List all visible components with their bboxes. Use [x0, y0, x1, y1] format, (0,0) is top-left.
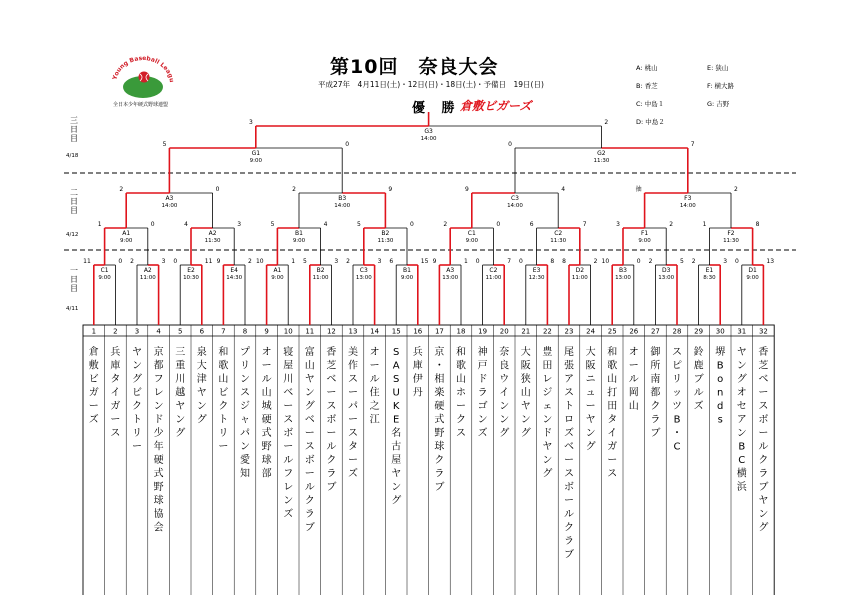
score-left: 抽 [635, 186, 642, 193]
score-right: 5 [680, 258, 684, 265]
match-id: D2 [575, 267, 585, 274]
score-right: 3 [334, 258, 339, 265]
match-time: 13:00 [658, 275, 675, 281]
match-time: 14:00 [507, 203, 523, 209]
team-name: 兵庫タイガース [110, 346, 121, 439]
team-number: 9 [264, 327, 269, 336]
score-right: 0 [118, 258, 123, 265]
team-name: スピリッツ B ・ C [672, 346, 682, 453]
day-date: 4/12 [66, 232, 79, 238]
match-time: 11:30 [723, 238, 739, 244]
team-number: 22 [542, 327, 552, 336]
match-id: C1 [467, 230, 476, 237]
score-right: 0 [496, 221, 501, 228]
day-label: 一 日 目 [70, 266, 78, 293]
score-left: 0 [475, 258, 480, 265]
match-time: 14:00 [679, 203, 696, 209]
venue-code: C: [636, 100, 643, 108]
score-right: 0 [150, 221, 155, 228]
match-time: 14:00 [420, 136, 437, 142]
team-number: 8 [242, 327, 248, 336]
score-left: 3 [248, 119, 253, 126]
score-right: 4 [561, 186, 566, 193]
score-right: 2 [734, 186, 738, 193]
team-name: プリンスジャパン愛知 [240, 346, 250, 480]
match-id: B1 [295, 230, 303, 237]
team-number: 29 [694, 327, 704, 336]
score-right: 7 [582, 221, 587, 228]
score-left: 0 [734, 258, 739, 265]
match-id: A2 [143, 267, 152, 274]
team-number: 17 [434, 327, 444, 336]
venue-code: D: [636, 118, 644, 126]
venue-code: G: [707, 100, 715, 108]
match-time: 13:00 [355, 275, 372, 281]
match-id: A3 [446, 267, 455, 274]
score-left: 4 [184, 221, 188, 228]
team-name: 美作スーパースターズ [348, 346, 358, 480]
score-right: 11 [204, 258, 213, 265]
team-name: 三重川越ヤング [175, 346, 186, 439]
score-left: 0 [518, 258, 523, 265]
team-name: 豊田レジェンドヤング [542, 346, 553, 480]
score-left: 0 [508, 141, 512, 148]
venue-name: 中島２ [643, 118, 665, 126]
match-id: G1 [251, 150, 261, 157]
team-name: オール岡山 [628, 346, 639, 412]
score-right: 1 [291, 258, 296, 265]
team-name: 香芝ベースボールクラブヤング [758, 346, 769, 534]
score-right: 2 [669, 221, 674, 228]
match-id: C3 [510, 195, 520, 202]
match-id: A3 [165, 195, 174, 202]
tournament-dates: 平成27年 4月11日(土)・12日(日)・18日(土)・予備日 19日(日) [318, 80, 544, 89]
match-time: 9:00 [249, 158, 262, 164]
score-left: 5 [162, 141, 167, 148]
team-name: オール住之江 [369, 346, 380, 426]
score-left: 2 [648, 258, 653, 265]
score-right: 0 [215, 186, 220, 193]
match-id: B3 [338, 195, 347, 202]
match-time: 11:30 [377, 238, 394, 244]
team-number: 24 [586, 327, 596, 336]
team-name: 和歌山ビクトリー [218, 346, 229, 453]
match-time: 13:00 [615, 275, 631, 281]
match-time: 8:30 [703, 275, 716, 281]
match-id: E2 [187, 267, 195, 274]
team-name: 大阪狭山ヤング [520, 346, 531, 439]
match-time: 9:00 [465, 238, 478, 244]
match-time: 13:00 [442, 275, 459, 281]
team-name: 和歌山打田タイガース [607, 346, 618, 480]
score-right: 0 [410, 221, 414, 228]
team-name: 香芝ベースボールクラブ [326, 346, 337, 493]
score-right: 0 [636, 258, 641, 265]
match-id: A1 [122, 230, 131, 237]
score-left: 10 [601, 258, 610, 265]
score-right: 7 [690, 141, 695, 148]
match-id: A1 [273, 267, 282, 274]
score-right: 1 [464, 258, 468, 265]
match-time: 9:00 [98, 275, 111, 281]
score-left: 8 [562, 258, 566, 265]
score-left: 9 [432, 258, 437, 265]
score-right: 9 [388, 186, 393, 193]
team-name: 泉大津ヤング [196, 346, 207, 426]
match-id: D3 [661, 267, 671, 274]
team-name: 兵庫伊丹 [412, 346, 423, 399]
venue-name: 狭山 [713, 64, 729, 72]
team-number: 18 [456, 327, 466, 336]
match-id: F1 [640, 230, 649, 237]
team-number: 27 [650, 327, 660, 336]
team-number: 2 [113, 327, 118, 336]
venue-name: 中島１ [642, 100, 665, 108]
page-title: 第10回 奈良大会 [330, 56, 499, 78]
match-time: 9:00 [120, 238, 133, 244]
match-id: A2 [208, 230, 217, 237]
team-number: 25 [607, 327, 617, 336]
score-left: 5 [302, 258, 307, 265]
venue-code: B: [636, 82, 643, 90]
match-time: 11:00 [139, 275, 156, 281]
score-right: 8 [550, 258, 555, 265]
match-id: D1 [748, 267, 757, 274]
match-id: C3 [359, 267, 368, 274]
match-time: 11:30 [204, 238, 221, 244]
score-left: 1 [702, 221, 707, 228]
score-left: 10 [255, 258, 264, 265]
team-name: ヤングビクトリー [132, 346, 142, 453]
team-name: 奈良ウインング [499, 346, 510, 439]
match-id: B2 [381, 230, 390, 237]
match-time: 10:30 [183, 275, 199, 281]
match-time: 12:30 [528, 275, 545, 281]
match-time: 11:00 [571, 275, 588, 281]
logo-arc-text: Young Baseball Leagu [111, 54, 175, 83]
team-number: 12 [326, 327, 336, 336]
team-number: 28 [672, 327, 682, 336]
match-time: 14:00 [161, 203, 178, 209]
score-right: 2 [248, 258, 252, 265]
venue-code: F: [707, 82, 713, 90]
team-number: 3 [134, 327, 140, 336]
team-name: 尾張アストロズベースボールクラブ [564, 346, 574, 561]
score-right: 4 [323, 221, 328, 228]
team-number: 14 [370, 327, 380, 336]
champion-label: 優 勝 [412, 101, 461, 116]
team-number: 32 [758, 327, 768, 336]
team-number: 23 [564, 327, 574, 336]
score-right: 13 [766, 258, 775, 265]
team-number: 16 [413, 327, 423, 336]
day-label: 三 日 目 [70, 116, 78, 143]
score-right: 0 [345, 141, 350, 148]
score-left: 0 [173, 258, 178, 265]
team-number: 5 [177, 327, 183, 336]
match-id: C1 [100, 267, 109, 274]
team-number: 7 [221, 327, 226, 336]
team-number: 13 [348, 327, 358, 336]
match-time: 11:00 [485, 275, 502, 281]
team-name: 御所南都クラブ [650, 346, 661, 439]
match-time: 14:00 [334, 203, 351, 209]
score-right: 8 [755, 221, 760, 228]
day-date: 4/18 [66, 153, 79, 159]
team-name: ヤングオセアン B C 横浜 [736, 346, 747, 493]
score-left: 9 [216, 258, 221, 265]
venue-name: 横大路 [712, 82, 735, 90]
score-left: 5 [356, 221, 361, 228]
score-left: 11 [83, 258, 91, 265]
match-time: 9:00 [271, 275, 284, 281]
score-left: 5 [270, 221, 275, 228]
score-left: 2 [443, 221, 448, 228]
team-name: 寝屋川ベースボールフレンズ [283, 346, 294, 520]
team-number: 10 [283, 327, 293, 336]
team-name: S A S U K E 名古屋ヤング [391, 346, 402, 507]
venue-name: 桃山 [642, 64, 658, 72]
day-label: 二 日 目 [70, 188, 78, 215]
team-number: 4 [156, 327, 161, 336]
team-number: 19 [478, 327, 488, 336]
team-number: 15 [391, 327, 401, 336]
team-number: 20 [499, 327, 509, 336]
team-name: 倉敷ビガーズ [88, 346, 99, 426]
score-left: 3 [616, 221, 620, 228]
match-time: 9:00 [746, 275, 759, 281]
score-left: 2 [691, 258, 696, 265]
day-date: 4/11 [66, 306, 79, 312]
team-name: 富山ヤングベースボールクラブ [304, 346, 315, 534]
match-id: B2 [316, 267, 325, 274]
score-left: 1 [97, 221, 102, 228]
match-time: 11:00 [312, 275, 329, 281]
venue-name: 香芝 [642, 82, 658, 90]
match-id: E4 [230, 267, 239, 274]
score-left: 2 [292, 186, 296, 193]
score-right: 3 [723, 258, 728, 265]
score-right: 3 [161, 258, 166, 265]
team-number: 21 [521, 327, 531, 336]
score-right: 2 [604, 119, 609, 126]
score-left: 2 [119, 186, 124, 193]
team-number: 11 [305, 327, 315, 336]
team-number: 30 [715, 327, 725, 336]
team-name: 大阪ニューヤング [585, 346, 596, 453]
match-time: 9:00 [638, 238, 651, 244]
match-id: B3 [619, 267, 627, 274]
team-number: 1 [91, 327, 97, 336]
match-id: C2 [554, 230, 563, 237]
champion-name: 倉敷ビガーズ [460, 99, 532, 113]
score-right: 3 [237, 221, 242, 228]
match-id: B1 [403, 267, 411, 274]
match-time: 9:00 [292, 238, 306, 244]
match-id: G3 [424, 128, 433, 135]
match-time: 14:30 [226, 275, 243, 281]
score-right: 7 [507, 258, 512, 265]
match-id: E1 [705, 267, 714, 274]
score-left: 6 [389, 258, 394, 265]
team-name: オール山城硬式野球部 [261, 346, 272, 480]
team-number: 31 [737, 327, 747, 336]
score-left: 2 [130, 258, 134, 265]
venue-name: 吉野 [714, 100, 730, 108]
venue-code: E: [707, 64, 714, 72]
team-number: 6 [199, 327, 205, 336]
team-name: 京都フレンド少年硬式野球協会 [153, 346, 164, 534]
match-time: 9:00 [400, 275, 414, 281]
score-left: 9 [464, 186, 469, 193]
team-name: 神戸ドラゴンズ [477, 346, 488, 439]
score-right: 15 [420, 258, 429, 265]
team-name: 京・相楽硬式野球クラブ [434, 346, 445, 493]
team-name: 鈴鹿ブルズ [693, 346, 704, 412]
team-name: 堺 B o n d s [715, 346, 726, 426]
team-number: 26 [629, 327, 639, 336]
match-time: 11:30 [593, 158, 610, 164]
team-name: 和歌山ホークス [456, 346, 466, 439]
org-name: 全日本少年硬式野球連盟 [113, 102, 169, 108]
match-id: F3 [684, 195, 692, 202]
match-id: E3 [532, 267, 541, 274]
match-id: C2 [489, 267, 498, 274]
match-time: 11:30 [550, 238, 567, 244]
score-right: 3 [377, 258, 382, 265]
venue-code: A: [636, 64, 643, 72]
score-left: 6 [529, 221, 534, 228]
match-id: F2 [727, 230, 735, 237]
score-right: 2 [593, 258, 598, 265]
score-left: 2 [346, 258, 350, 265]
match-id: G2 [597, 150, 606, 157]
